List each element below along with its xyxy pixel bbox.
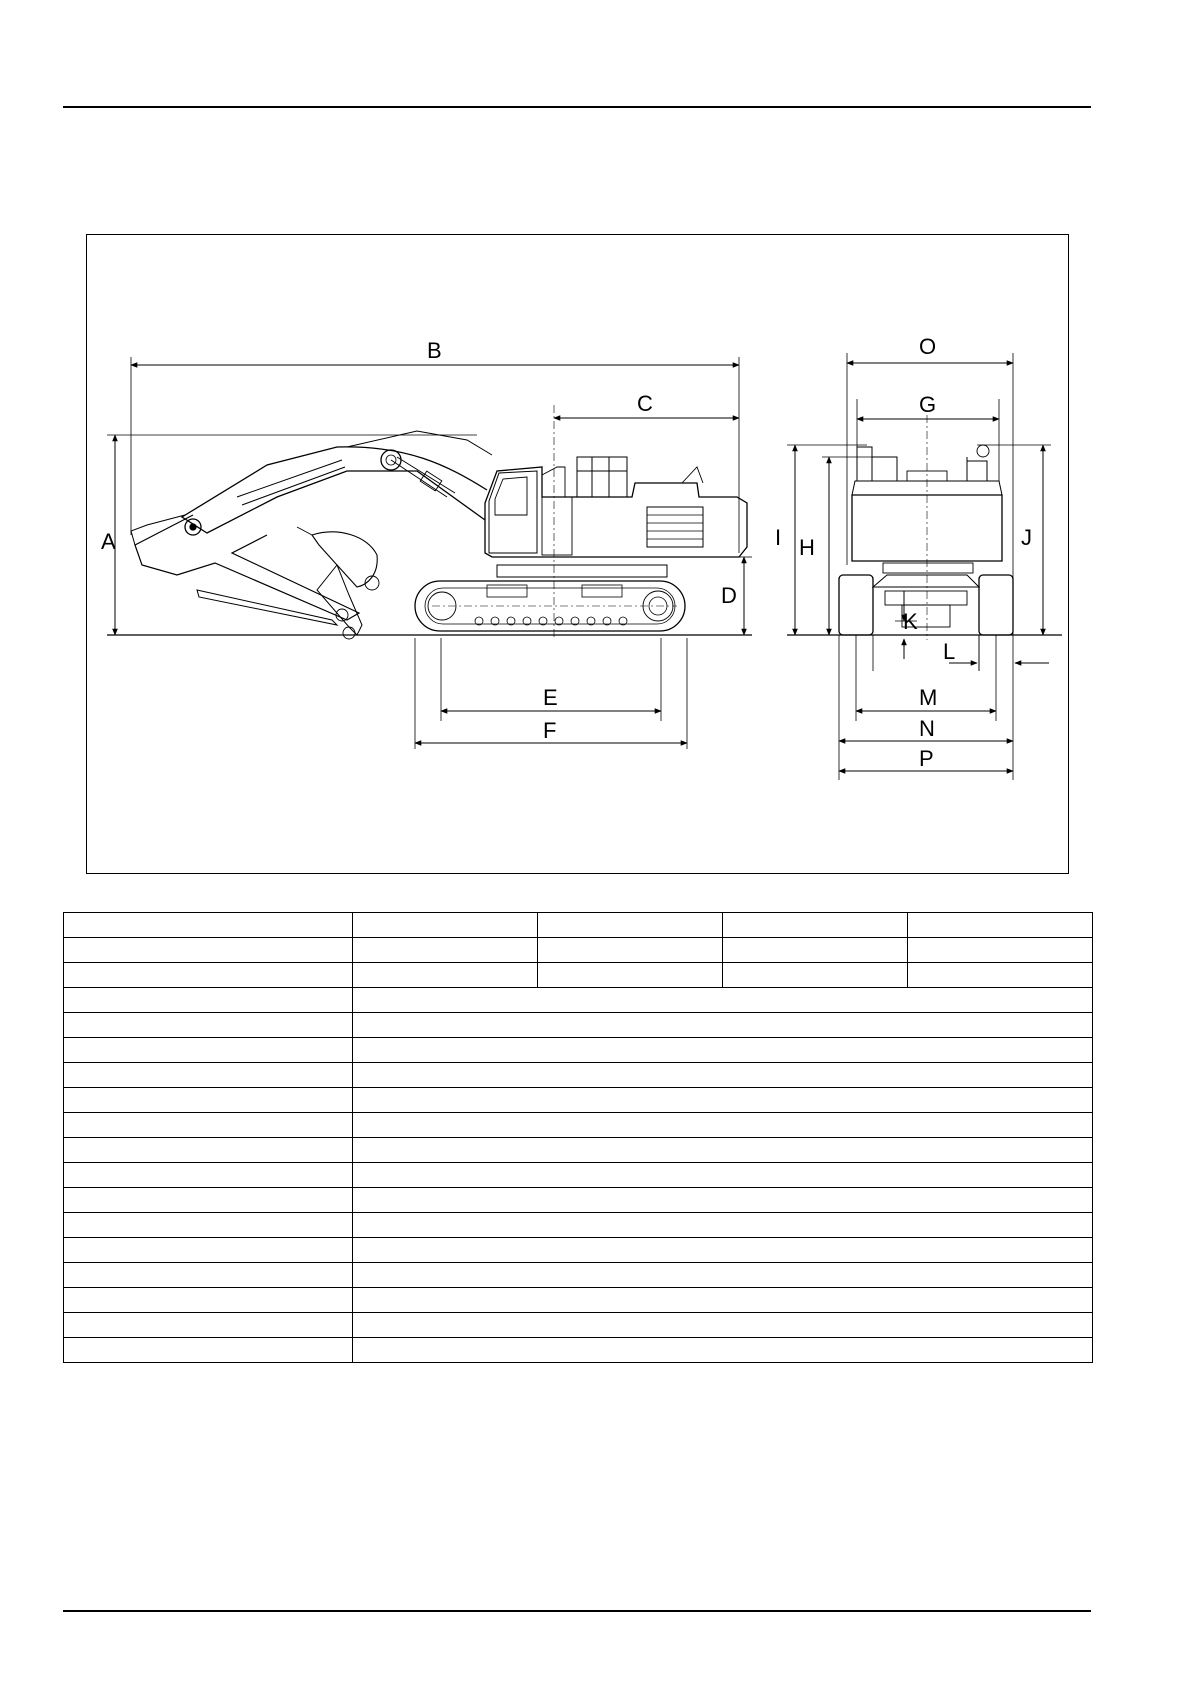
- dimension-label-c: C: [637, 391, 653, 416]
- dimension-label-h: H: [799, 535, 815, 560]
- spec-row-label: [64, 1163, 353, 1188]
- spec-row: [64, 1338, 1093, 1363]
- spec-header-cell: [538, 938, 723, 963]
- spec-row-value: [353, 1138, 1093, 1163]
- spec-row: [64, 1063, 1093, 1088]
- spec-header-cell: [723, 913, 908, 938]
- spec-row-value: [353, 1038, 1093, 1063]
- dimension-label-f: F: [543, 718, 557, 743]
- excavator-side-view: [131, 405, 747, 640]
- spec-row: [64, 1013, 1093, 1038]
- spec-header-cell: [64, 963, 353, 988]
- spec-row-value: [353, 988, 1093, 1013]
- spec-header-cell: [908, 963, 1093, 988]
- spec-header-cell: [538, 963, 723, 988]
- dimension-label-m: M: [919, 685, 938, 710]
- dimension-label-b: B: [427, 338, 442, 363]
- dimension-label-l: L: [943, 639, 956, 664]
- dimension-spec-table-body: [64, 913, 1093, 1363]
- spec-row: [64, 1238, 1093, 1263]
- spec-header-cell: [353, 938, 538, 963]
- spec-row: [64, 1138, 1093, 1163]
- excavator-dimension-diagram: [87, 235, 1070, 875]
- spec-header-cell: [723, 963, 908, 988]
- spec-header-cell: [64, 913, 353, 938]
- spec-row-label: [64, 1213, 353, 1238]
- dimension-label-p: P: [919, 746, 934, 771]
- spec-row: [64, 1163, 1093, 1188]
- dimension-label-j: J: [1021, 525, 1032, 550]
- spec-header-cell: [64, 938, 353, 963]
- spec-row: [64, 1263, 1093, 1288]
- spec-row: [64, 1088, 1093, 1113]
- dimension-label-e: E: [543, 685, 558, 710]
- spec-row-value: [353, 1063, 1093, 1088]
- dimension-label-i: I: [775, 525, 782, 550]
- dimension-label-k: K: [903, 609, 918, 634]
- spec-row-label: [64, 1313, 353, 1338]
- spec-row-label: [64, 1288, 353, 1313]
- spec-row: [64, 1188, 1093, 1213]
- spec-row-label: [64, 1038, 353, 1063]
- spec-row-value: [353, 1238, 1093, 1263]
- dimension-label-g: G: [919, 392, 937, 417]
- spec-header-cell: [353, 963, 538, 988]
- spec-row-value: [353, 1163, 1093, 1188]
- spec-row-value: [353, 1188, 1093, 1213]
- spec-row-label: [64, 1088, 353, 1113]
- spec-row: [64, 1213, 1093, 1238]
- spec-header-cell: [908, 913, 1093, 938]
- spec-row-label: [64, 1238, 353, 1263]
- spec-row-value: [353, 1113, 1093, 1138]
- footer-rule: [63, 1610, 1091, 1612]
- spec-row-label: [64, 1013, 353, 1038]
- spec-header-cell: [538, 913, 723, 938]
- spec-row-label: [64, 1063, 353, 1088]
- dimension-label-a: A: [101, 529, 116, 554]
- spec-header-cell: [353, 913, 538, 938]
- spec-row: [64, 988, 1093, 1013]
- spec-header-row: [64, 938, 1093, 963]
- spec-row: [64, 1038, 1093, 1063]
- spec-header-row: [64, 963, 1093, 988]
- spec-row-value: [353, 1288, 1093, 1313]
- spec-header-cell: [723, 938, 908, 963]
- spec-header-row: [64, 913, 1093, 938]
- spec-row-value: [353, 1213, 1093, 1238]
- spec-header-cell: [908, 938, 1093, 963]
- dimension-label-d: D: [721, 583, 737, 608]
- dimension-spec-table: [63, 912, 1093, 1363]
- header-rule: [63, 106, 1091, 108]
- spec-row-label: [64, 1188, 353, 1213]
- spec-row-value: [353, 1263, 1093, 1288]
- spec-row-label: [64, 1338, 353, 1363]
- spec-row: [64, 1113, 1093, 1138]
- spec-row: [64, 1288, 1093, 1313]
- spec-row-value: [353, 1313, 1093, 1338]
- side-dimension-lines: [107, 357, 752, 749]
- spec-row: [64, 1313, 1093, 1338]
- spec-row-label: [64, 1113, 353, 1138]
- spec-row-label: [64, 1138, 353, 1163]
- dimension-label-n: N: [919, 716, 935, 741]
- dimension-label-o: O: [919, 334, 937, 359]
- spec-row-value: [353, 1338, 1093, 1363]
- spec-row-value: [353, 1088, 1093, 1113]
- dimension-diagram-frame: [86, 234, 1069, 874]
- spec-row-label: [64, 988, 353, 1013]
- spec-row-value: [353, 1013, 1093, 1038]
- spec-row-label: [64, 1263, 353, 1288]
